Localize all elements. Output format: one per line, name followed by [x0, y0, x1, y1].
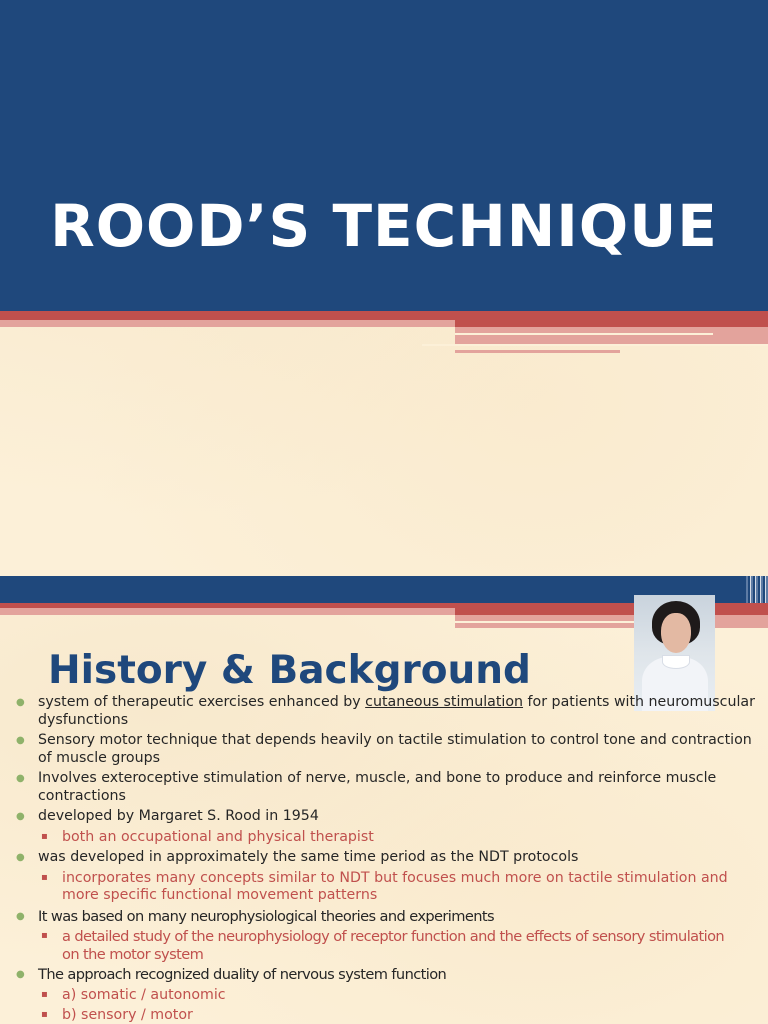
square-bullet-icon: ▪: [41, 830, 48, 842]
cream-line: [455, 333, 713, 335]
bullet-item: ● Involves exteroceptive stimulation of nerve, muscle, and bone to produce and reinforce muscle contractions: [16, 770, 717, 804]
sub-bullet-item: ▪ a) somatic / autonomic: [41, 986, 226, 1003]
bullet-item: ● The approach recognized duality of nervous system function: [16, 966, 447, 983]
square-bullet-icon: ▪: [41, 1009, 48, 1020]
pink-stripe: [0, 320, 455, 327]
bullet-list: [0, 694, 768, 1024]
pink-block-right: [710, 327, 768, 344]
cream-line: [422, 344, 768, 346]
sub-bullet-item: ▪ a detailed study of the neurophysiology of receptor function and the effects of sensory stimulation on the motor system: [41, 928, 725, 963]
sub-bullet-item: ▪ incorporates many concepts similar to NDT but focuses much more on tactile stimulation and more specific functional movement patterns: [41, 869, 728, 903]
underlined-term: cutaneous stimulation: [365, 694, 524, 710]
slide-title: ROOD’S TECHNIQUE: [50, 192, 718, 260]
sub-bullet-item: ▪ b) sensory / motor: [41, 1007, 193, 1023]
bullet-dot-icon: ●: [16, 852, 25, 863]
cream-gap: [0, 327, 455, 357]
square-bullet-icon: ▪: [41, 871, 48, 883]
bullet-dot-icon: ●: [16, 735, 25, 746]
bullet-item: ● developed by Margaret S. Rood in 1954: [16, 808, 319, 824]
bullet-item: ● system of therapeutic exercises enhanced by cutaneous stimulation for patients with neuromuscular dysfunctions: [16, 694, 755, 728]
pink-stripe: [0, 608, 455, 615]
sub-bullet-item: ▪ both an occupational and physical therapist: [41, 828, 374, 845]
portrait-face: [661, 613, 691, 653]
slide-heading: History & Background: [48, 648, 531, 693]
square-bullet-icon: ▪: [41, 988, 48, 1000]
bullet-item: ● Sensory motor technique that depends heavily on tactile stimulation to control tone and contraction of muscle groups: [16, 732, 752, 766]
history-slide: [0, 576, 768, 1024]
cream-line: [455, 621, 635, 623]
bullet-item: ● was developed in approximately the same time period as the NDT protocols: [16, 849, 579, 865]
bullet-dot-icon: ●: [16, 910, 25, 922]
portrait-collar: [662, 655, 690, 669]
bullet-dot-icon: ●: [16, 811, 25, 822]
square-bullet-icon: ▪: [41, 930, 48, 941]
bullet-dot-icon: ●: [16, 773, 25, 784]
bullet-dot-icon: ●: [16, 697, 25, 708]
bullet-item: ● It was based on many neurophysiological theories and experiments: [16, 907, 495, 925]
title-band: [0, 0, 768, 311]
bullet-dot-icon: ●: [16, 969, 25, 980]
pink-thin: [455, 350, 620, 353]
